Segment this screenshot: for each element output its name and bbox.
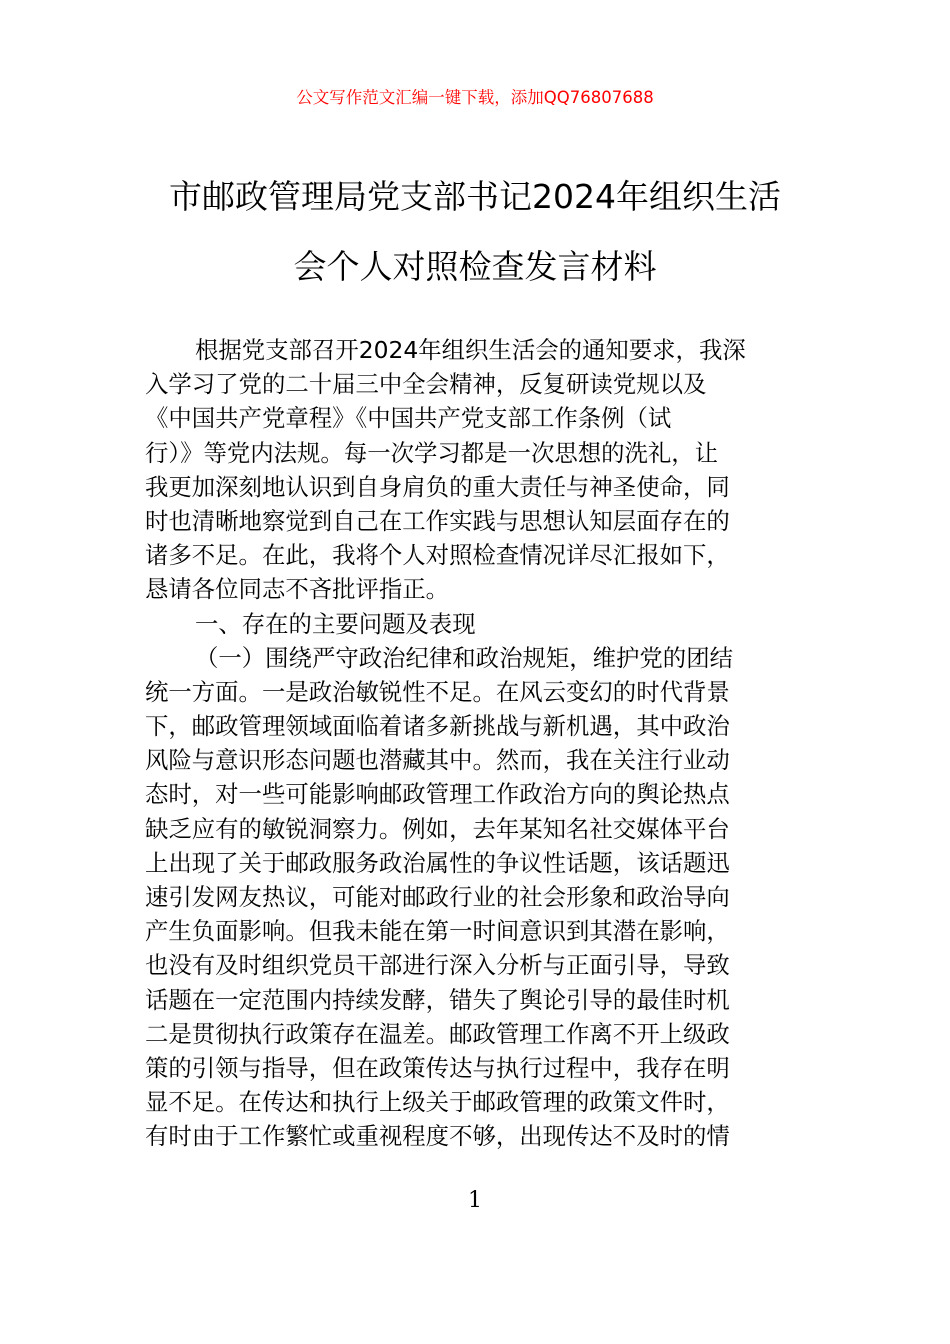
body-text xyxy=(145,333,805,1154)
body-line: 态时，对一些可能影响邮政管理工作政治方向的舆论热点 xyxy=(145,780,730,809)
body-line: 上出现了关于邮政服务政治属性的争议性话题，该话题迅 xyxy=(145,848,730,877)
page-number: 1 xyxy=(468,1188,482,1213)
body-line: 行）》等党内法规。每一次学习都是一次思想的洗礼，让 xyxy=(145,438,719,467)
body-line: 下，邮政管理领域面临着诸多新挑战与新机遇，其中政治 xyxy=(145,712,730,741)
body-line: 也没有及时组织党员干部进行深入分析与正面引导，导致 xyxy=(145,951,730,980)
body-line: 诸多不足。在此，我将个人对照检查情况详尽汇报如下， xyxy=(145,541,730,570)
body-line: （一）围绕严守政治纪律和政治规矩，维护党的团结 xyxy=(195,643,733,672)
body-line: 风险与意识形态问题也潜藏其中。然而，我在关注行业动 xyxy=(145,746,730,775)
body-line: 《中国共产党章程》《中国共产党支部工作条例（试 xyxy=(145,404,672,433)
body-line: 话题在一定范围内持续发酵，错失了舆论引导的最佳时机 xyxy=(145,985,730,1014)
download-notice: 公文写作范文汇编一键下载，添加QQ76807688 xyxy=(296,88,654,107)
body-line: 时也清晰地察觉到自己在工作实践与思想认知层面存在的 xyxy=(145,506,730,535)
body-line: 显不足。在传达和执行上级关于邮政管理的政策文件时， xyxy=(145,1088,730,1117)
body-line: 速引发网友热议，可能对邮政行业的社会形象和政治导向 xyxy=(145,883,730,911)
section-heading: 一、存在的主要问题及表现 xyxy=(195,609,476,638)
body-line: 有时由于工作繁忙或重视程度不够，出现传达不及时的情 xyxy=(145,1122,730,1151)
document-title-line-2: 会个人对照检查发言材料 xyxy=(293,247,657,286)
body-line: 缺乏应有的敏锐洞察力。例如，去年某知名社交媒体平台 xyxy=(145,814,730,843)
body-line: 入学习了党的二十届三中全会精神，反复研读党规以及 xyxy=(145,370,707,399)
body-line: 统一方面。一是政治敏锐性不足。在风云变幻的时代背景 xyxy=(145,677,730,706)
body-line: 我更加深刻地认识到自身肩负的重大责任与神圣使命，同 xyxy=(145,472,730,501)
body-line: 产生负面影响。但我未能在第一时间意识到其潜在影响， xyxy=(145,917,730,946)
body-line: 恳请各位同志不吝批评指正。 xyxy=(145,575,450,604)
body-line: 二是贯彻执行政策存在温差。邮政管理工作离不开上级政 xyxy=(145,1019,730,1048)
body-line: 策的引领与指导，但在政策传达与执行过程中，我存在明 xyxy=(145,1053,730,1082)
document-title-line-1: 市邮政管理局党支部书记2024年组织生活 xyxy=(169,177,781,216)
body-line: 根据党支部召开2024年组织生活会的通知要求，我深 xyxy=(195,336,746,364)
